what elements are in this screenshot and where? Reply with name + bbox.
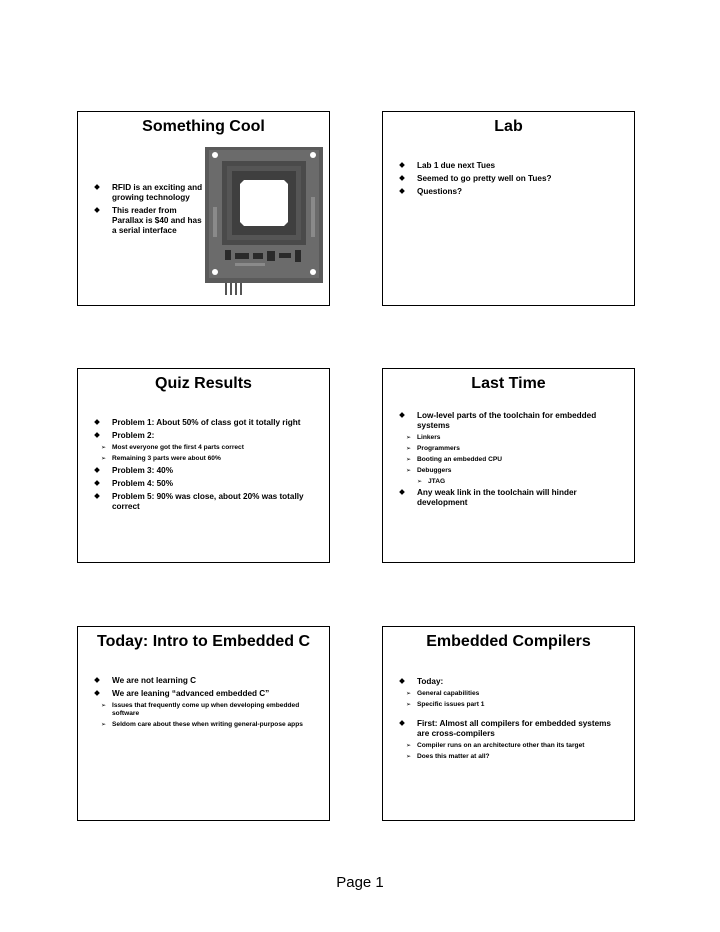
- sub-bullet: ➢ Remaining 3 parts were about 60%: [94, 455, 319, 463]
- bullet: Seemed to go pretty well on Tues?: [399, 174, 624, 184]
- bullet: Problem 3: 40%: [94, 466, 319, 476]
- slide-title: Today: Intro to Embedded C: [96, 633, 311, 650]
- sub-bullet: ➢ Most everyone got the first 4 parts correct: [94, 444, 319, 452]
- bullet-list: [399, 411, 624, 511]
- bullet: First: Almost all compilers for embedded systems are cross-compilers: [399, 719, 624, 739]
- bullet: We are leaning “advanced embedded C”: [94, 689, 319, 699]
- bullet-list: [399, 677, 624, 764]
- slide-title: Quiz Results: [155, 375, 252, 392]
- sub-bullet: ➢ Does this matter at all?: [399, 753, 624, 761]
- sub-bullet: ➢ Debuggers: [399, 467, 624, 475]
- slide-title: Something Cool: [142, 118, 265, 135]
- sub-bullet: ➢ General capabilities: [399, 690, 624, 698]
- bullet: Any weak link in the toolchain will hinder development: [399, 488, 624, 508]
- sub-bullet: ➢ Seldom care about these when writing general-purpose apps: [94, 721, 319, 729]
- sub-bullet: ➢ Compiler runs on an architecture other than its target: [399, 742, 624, 750]
- bullet: Lab 1 due next Tues: [399, 161, 624, 171]
- bullet: Today:: [399, 677, 624, 687]
- bullet-list: [94, 183, 206, 239]
- bullet: Problem 4: 50%: [94, 479, 319, 489]
- slide-lab: [382, 111, 635, 306]
- bullet: This reader from Parallax is $40 and has a serial interface: [94, 206, 206, 236]
- bullet: We are not learning C: [94, 676, 319, 686]
- sub-bullet: ➢ Programmers: [399, 445, 624, 453]
- slide-embedded-compilers: [382, 626, 635, 821]
- bullet: Questions?: [399, 187, 624, 197]
- bullet: Problem 2:: [94, 431, 319, 441]
- bullet-list: [94, 418, 319, 515]
- slide-title: Embedded Compilers: [426, 633, 591, 650]
- slide-title: Last Time: [471, 375, 546, 392]
- slide-intro-embedded-c: [77, 626, 330, 821]
- slide-last-time: [382, 368, 635, 563]
- page-number: Page 1: [336, 874, 384, 891]
- bullet-list: [94, 676, 319, 732]
- sub-sub-bullet: ➢ JTAG: [399, 478, 624, 486]
- bullet: Problem 1: About 50% of class got it totally right: [94, 418, 319, 428]
- sub-bullet: ➢ Specific issues part 1: [399, 701, 624, 709]
- slide-title: Lab: [494, 118, 523, 135]
- bullet-list: [399, 161, 624, 200]
- sub-bullet: ➢ Linkers: [399, 434, 624, 442]
- slide-quiz-results: [77, 368, 330, 563]
- sub-bullet: ➢ Issues that frequently come up when developing embedded software: [94, 702, 319, 718]
- bullet: RFID is an exciting and growing technology: [94, 183, 206, 203]
- rfid-reader-photo: [205, 147, 323, 295]
- bullet: Problem 5: 90% was close, about 20% was totally correct: [94, 492, 319, 512]
- sub-bullet: ➢ Booting an embedded CPU: [399, 456, 624, 464]
- bullet: Low-level parts of the toolchain for embedded systems: [399, 411, 624, 431]
